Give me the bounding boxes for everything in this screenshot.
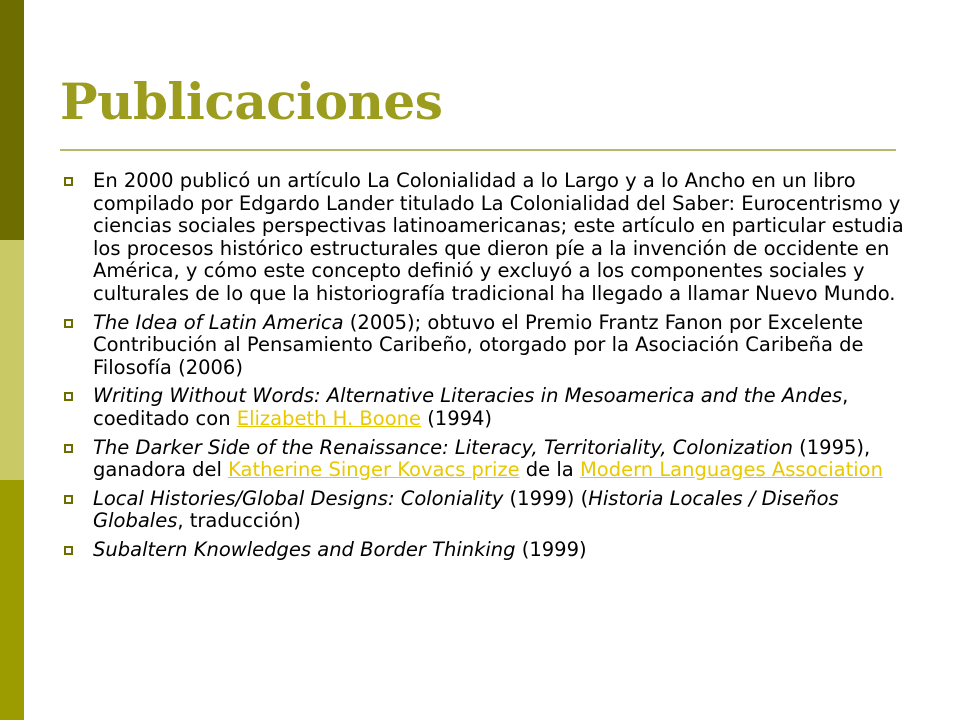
bullet-list [60,170,910,568]
square-bullet-icon [64,495,73,504]
bullet-text: (1999) [515,537,587,561]
square-bullet-icon [64,319,73,328]
slide-title: Publicaciones [60,72,443,131]
work-title: Local Histories/Global Designs: Coloniality [93,486,504,510]
square-bullet-icon [64,444,73,453]
bullet-text: , traducción) [177,509,301,533]
link-elizabeth-boone[interactable]: Elizabeth H. Boone [236,406,421,430]
work-title: Subaltern Knowledges and Border Thinking [93,537,516,561]
bullet-item-local-histories [60,488,910,533]
bullet-text: (1999) ( [503,486,589,510]
work-title: The Darker Side of the Renaissance: Literacy, Territoriality, Colonization [93,435,793,459]
link-kovacs-prize[interactable]: Katherine Singer Kovacs prize [228,458,520,482]
bullet-item-writing-without-words [60,385,910,430]
bullet-text: de la [519,458,580,482]
square-bullet-icon [64,546,73,555]
square-bullet-icon [64,177,73,186]
title-divider [60,149,896,151]
bullet-item-subaltern-knowledges [60,539,910,562]
work-title: The Idea of Latin America [93,310,344,334]
sidebar-band-bottom [0,480,24,720]
sidebar-band-top [0,0,24,240]
work-title: Writing Without Words: Alternative Literacies in Mesoamerica and the Andes [93,384,843,408]
bullet-text: (2005); obtuvo el Premio Frantz Fanon por Excelente Contribución al Pensamiento Caribeño, otorgado por la Asociación Caribeña de Filosofía (2006) [93,310,864,379]
square-bullet-icon [64,392,73,401]
bullet-text: , coeditado con [93,384,849,430]
bullet-text: (1994) [421,406,493,430]
bullet-item-idea-latin-america [60,312,910,380]
sidebar-band-middle [0,240,24,480]
work-title-translation: Historia Locales / Diseños Globales [93,486,839,533]
bullet-item-colonialidad [60,170,910,306]
bullet-item-darker-side [60,437,910,482]
link-modern-languages-association[interactable]: Modern Languages Association [579,458,883,482]
bullet-text: En 2000 publicó un artículo La Colonialidad a lo Largo y a lo Ancho en un libro compilado por Edgardo Lander titulado La Colonialidad del Saber: Eurocentrismo y ciencias sociales perspectivas latinoamericanas; este artículo en particular estudia los procesos histórico estructurales que dieron píe a la invención de occidente en América, y cómo este concepto definió y excluyó a los componentes sociales y culturales de lo que la historiografía tradicional ha llegado a llamar Nuevo Mundo. [93,169,904,305]
bullet-text: (1995), ganadora del [93,435,871,482]
